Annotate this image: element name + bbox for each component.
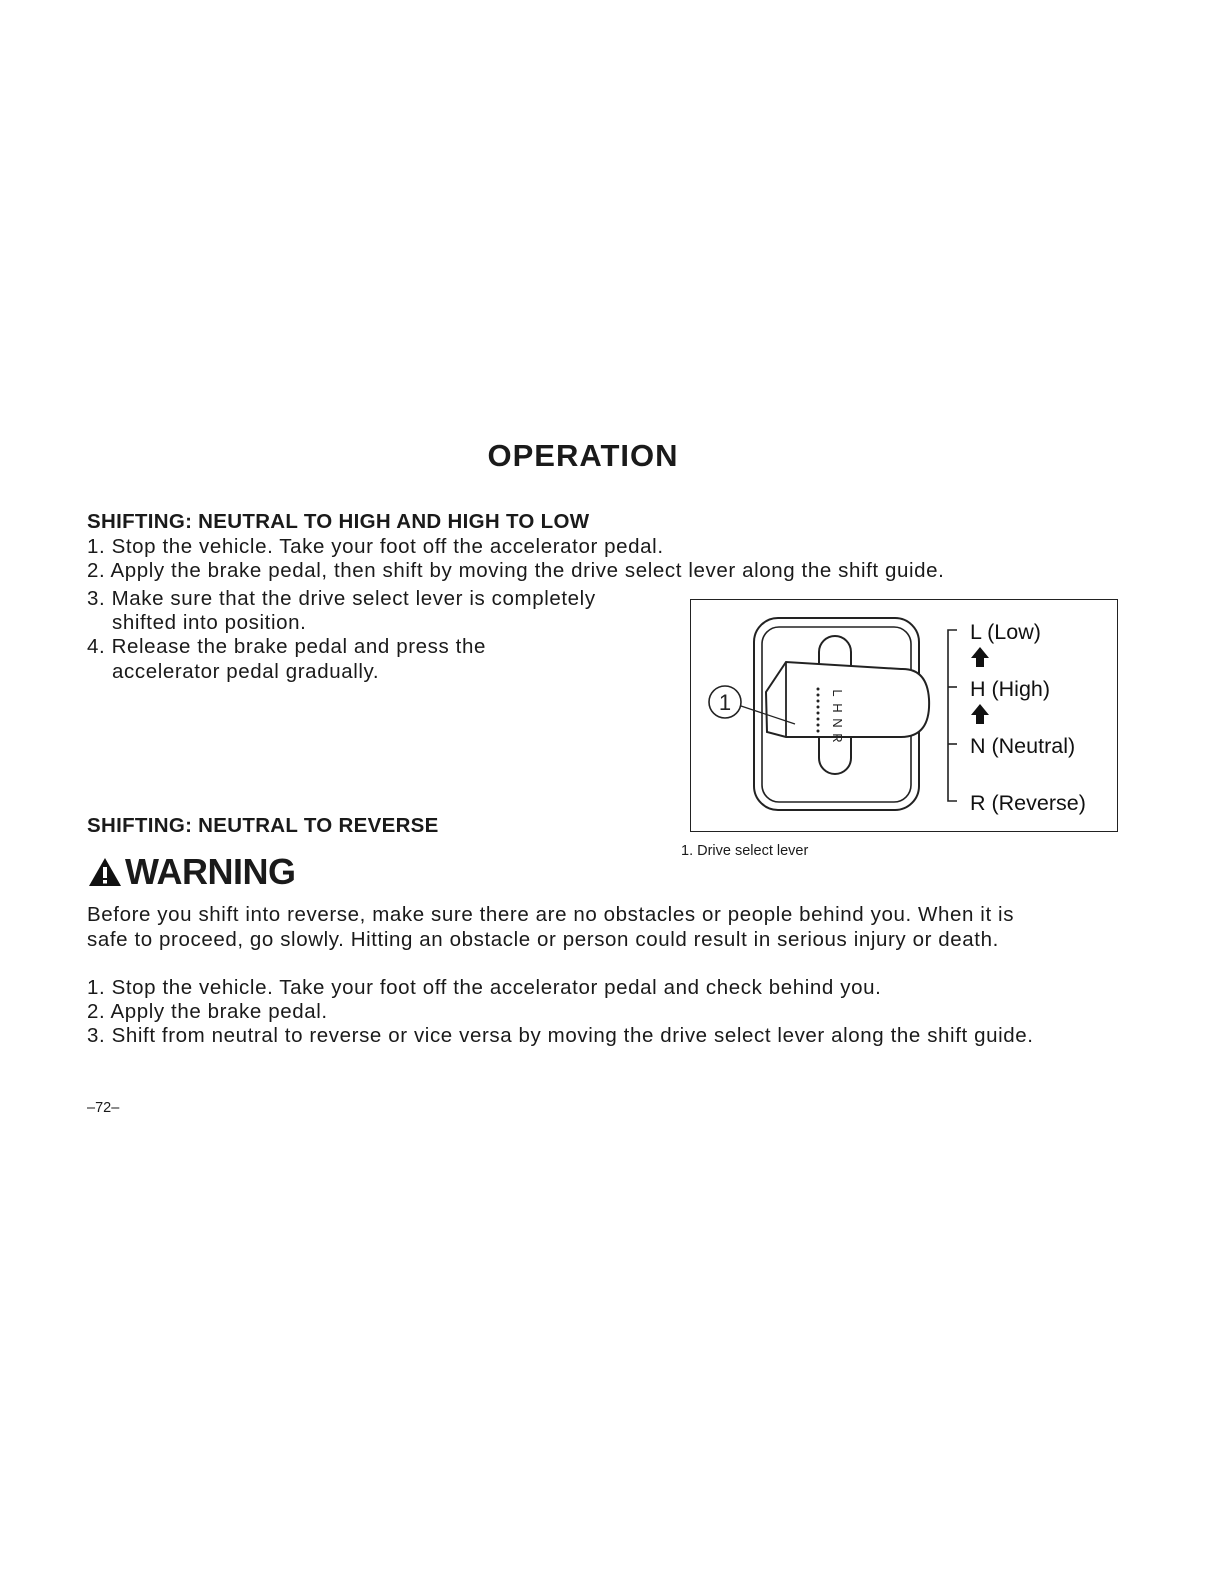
section-heading-high-low: SHIFTING: NEUTRAL TO HIGH AND HIGH TO LOW	[87, 510, 590, 533]
drive-select-lever-figure	[690, 599, 1118, 832]
shift-guide-illustration	[691, 600, 1119, 833]
warning-text-line-2: safe to proceed, go slowly. Hitting an obstacle or person could result in serious injury or death.	[87, 928, 999, 951]
warning-triangle-icon	[87, 856, 123, 888]
step-1-stop: 1. Stop the vehicle. Take your foot off the accelerator pedal.	[87, 535, 664, 558]
arrow-up-icon	[971, 704, 989, 724]
lever-letter-r: R	[830, 733, 845, 743]
position-neutral: N (Neutral)	[970, 734, 1076, 758]
step-3-continued: shifted into position.	[112, 611, 307, 634]
position-reverse: R (Reverse)	[970, 791, 1086, 815]
arrow-up-icon	[971, 647, 989, 667]
warning-heading	[87, 851, 296, 893]
page-title: OPERATION	[487, 438, 679, 473]
position-bracket	[948, 630, 957, 801]
section-heading-reverse: SHIFTING: NEUTRAL TO REVERSE	[87, 814, 439, 837]
reverse-step-3: 3. Shift from neutral to reverse or vice versa by moving the drive select lever along the shift guide.	[87, 1024, 1034, 1047]
position-low: L (Low)	[970, 620, 1041, 644]
page-number: –72–	[87, 1100, 120, 1116]
figure-caption: 1. Drive select lever	[681, 843, 809, 859]
callout-number: 1	[718, 690, 732, 715]
lever-letter-l: L	[830, 689, 845, 697]
reverse-step-2: 2. Apply the brake pedal.	[87, 1000, 328, 1023]
step-4-continued: accelerator pedal gradually.	[112, 660, 380, 683]
lever-letter-n: N	[830, 718, 845, 728]
warning-text-line-1: Before you shift into reverse, make sure there are no obstacles or people behind you. When it is	[87, 903, 1015, 926]
reverse-step-1: 1. Stop the vehicle. Take your foot off the accelerator pedal and check behind you.	[87, 976, 882, 999]
step-3-confirm: 3. Make sure that the drive select lever is completely	[87, 587, 596, 610]
lever-letter-h: H	[830, 703, 845, 713]
step-4-release: 4. Release the brake pedal and press the	[87, 635, 486, 658]
lever-knob-outline	[766, 662, 929, 737]
step-2-brake-shift: 2. Apply the brake pedal, then shift by moving the drive select lever along the shift guide.	[87, 559, 945, 582]
position-high: H (High)	[970, 677, 1051, 701]
warning-title: WARNING	[125, 851, 296, 892]
